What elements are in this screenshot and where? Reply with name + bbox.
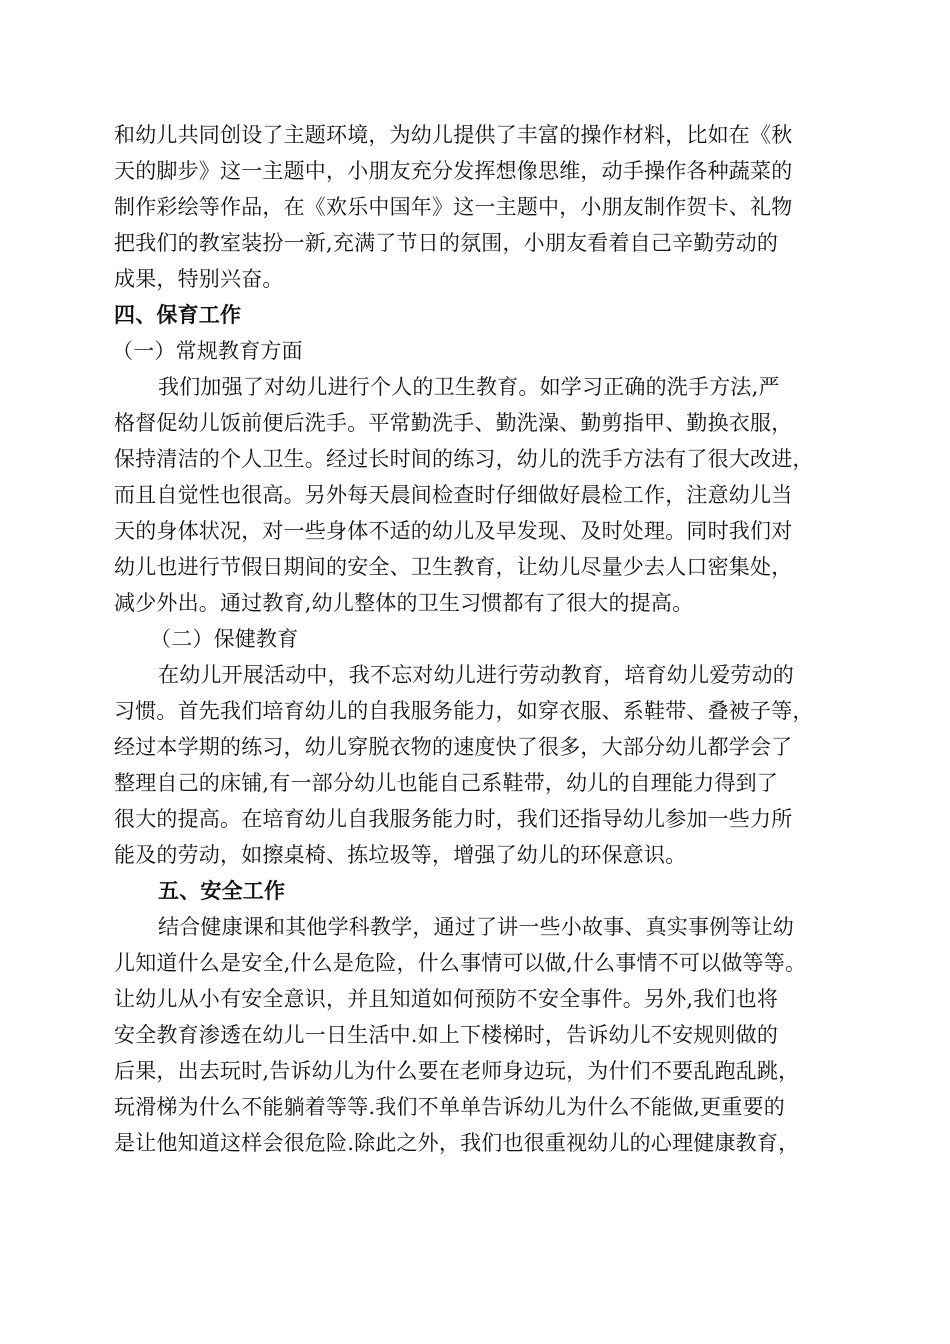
paragraph-line: 天的身体状况，对一些身体不适的幼儿及早发现、及时处理。同时我们对 <box>114 519 793 543</box>
paragraph-line: 在幼儿开展活动中，我不忘对幼儿进行劳动教育，培育幼儿爱劳动的 <box>158 663 794 687</box>
paragraph-line: 把我们的教室装扮一新,充满了节日的氛围，小朋友看着自己辛勤劳动的 <box>114 231 779 255</box>
paragraph-line: 幼儿也进行节假日期间的安全、卫生教育，让幼儿尽量少去人口密集处， <box>114 555 793 579</box>
subsection-heading: （一）常规教育方面 <box>112 339 303 363</box>
paragraph-line: 儿知道什么是安全,什么是危险，什么事情可以做,什么事情不可以做等等。 <box>114 951 807 975</box>
paragraph-line: 整理自己的床铺,有一部分幼儿也能自己系鞋带，幼儿的自理能力得到了 <box>114 771 779 795</box>
paragraph-line: 习惯。首先我们培育幼儿的自我服务能力，如穿衣服、系鞋带、叠被子等， <box>114 699 814 723</box>
paragraph-line: 是让他知道这样会很危险.除此之外，我们也很重视幼儿的心理健康教育， <box>114 1131 800 1155</box>
paragraph-line: 而且自觉性也很高。另外每天晨间检查时仔细做好晨检工作，注意幼儿当 <box>114 483 793 507</box>
paragraph-line: 成果，特别兴奋。 <box>114 267 284 291</box>
paragraph-line: 保持清洁的个人卫生。经过长时间的练习，幼儿的洗手方法有了很大改进， <box>114 447 814 471</box>
paragraph-line: 后果，出去玩时,告诉幼儿为什么要在老师身边玩，为什们不要乱跑乱跳， <box>114 1059 800 1083</box>
paragraph-line: 格督促幼儿饭前便后洗手。平常勤洗手、勤洗澡、勤剪指甲、勤换衣服， <box>114 411 793 435</box>
section-heading: 四、保育工作 <box>114 302 242 327</box>
paragraph-line: 天的脚步》这一主题中，小朋友充分发挥想像思维，动手操作各种蔬菜的 <box>114 159 793 183</box>
paragraph-line: 能及的劳动，如擦桌椅、拣垃圾等，增强了幼儿的环保意识。 <box>114 843 687 867</box>
paragraph-line: 玩滑梯为什么不能躺着等等.我们不单单告诉幼儿为什么不能做,更重要的 <box>114 1095 785 1119</box>
paragraph-line: 让幼儿从小有安全意识，并且知道如何预防不安全事件。另外,我们也将 <box>114 987 779 1011</box>
paragraph-line: 很大的提高。在培育幼儿自我服务能力时，我们还指导幼儿参加一些力所 <box>114 807 793 831</box>
section-heading: 五、安全工作 <box>158 878 286 903</box>
paragraph-line: 减少外出。通过教育,幼儿整体的卫生习惯都有了很大的提高。 <box>114 591 694 615</box>
paragraph-line: 我们加强了对幼儿进行个人的卫生教育。如学习正确的洗手方法,严 <box>158 375 780 399</box>
paragraph-line: 安全教育渗透在幼儿一日生活中.如上下楼梯时，告诉幼儿不安规则做的 <box>114 1023 779 1047</box>
paragraph-line: 和幼儿共同创设了主题环境，为幼儿提供了丰富的操作材料，比如在《秋 <box>114 123 793 147</box>
paragraph-line: 结合健康课和其他学科教学，通过了讲一些小故事、真实事例等让幼 <box>158 915 794 939</box>
paragraph-line: 经过本学期的练习，幼儿穿脱衣物的速度快了很多，大部分幼儿都学会了 <box>114 735 793 759</box>
subsection-heading: （二）保健教育 <box>150 627 299 651</box>
paragraph-line: 制作彩绘等作品，在《欢乐中国年》这一主题中，小朋友制作贺卡、礼物 <box>114 195 793 219</box>
